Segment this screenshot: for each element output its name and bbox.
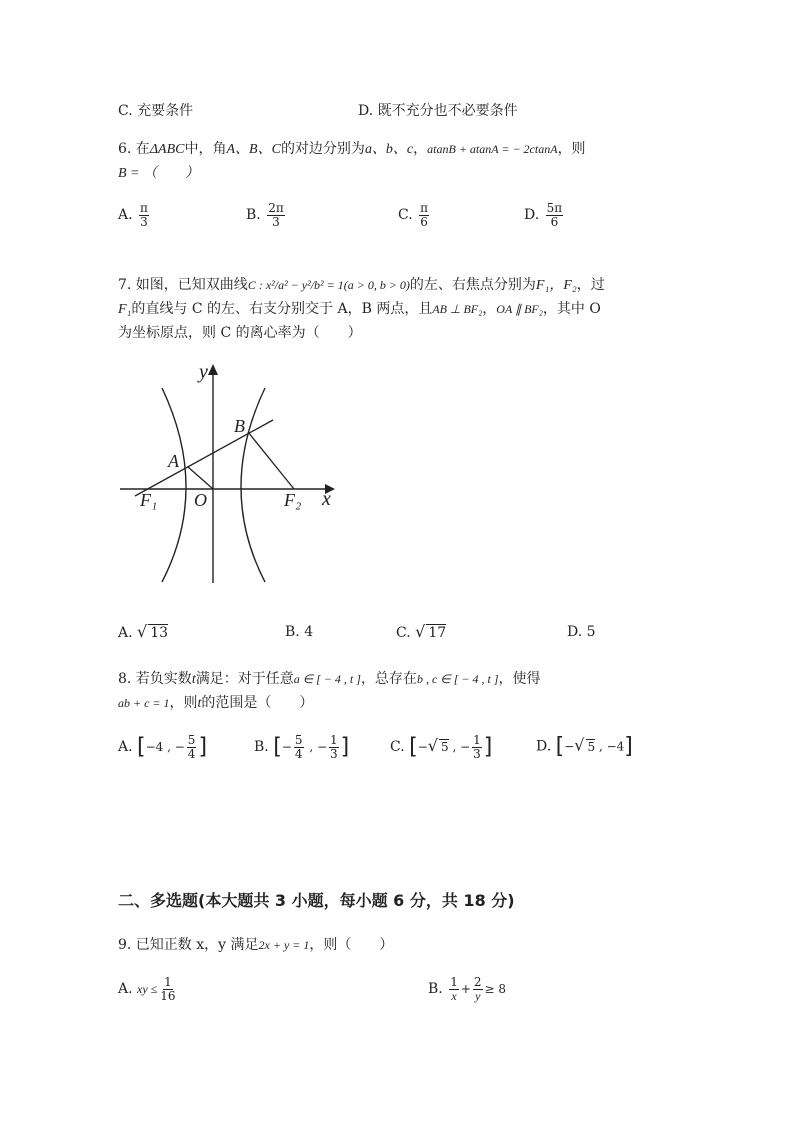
denominator: 3 (473, 746, 481, 761)
sqrt-icon: √ (427, 736, 438, 756)
right-bracket: ] (624, 734, 633, 759)
minus-sign: − (564, 739, 575, 754)
option-label: D. (567, 624, 583, 640)
interval-text: , −4 (595, 739, 625, 754)
option-label: A. (118, 207, 133, 224)
stem-text: ，总存在 (360, 671, 417, 687)
variable-t: t (191, 672, 196, 687)
q8-stem-line2 (118, 692, 313, 712)
interval-text: −4 , − (145, 740, 185, 755)
segment-oa (188, 467, 213, 489)
sqrt-icon: √ (137, 622, 148, 641)
left-bracket: [ (409, 734, 418, 760)
radicand: 5 (587, 739, 596, 754)
option-label: B. (246, 207, 261, 224)
interval-text: , − (448, 740, 471, 755)
angles: A、B、C (226, 142, 281, 157)
question-number: 6. 在 (118, 141, 150, 157)
option-label: C. (396, 625, 411, 641)
right-bracket: ] (483, 734, 493, 760)
interval-text: , − (305, 740, 327, 755)
equation: ab + c = 1 (118, 696, 170, 710)
fraction (159, 976, 176, 1002)
separator: ， (413, 141, 428, 157)
denominator: 4 (294, 746, 303, 761)
point-b-label: B (234, 416, 245, 436)
stem-text: ，过 (576, 277, 605, 293)
hyperbola-left-branch (162, 388, 186, 582)
numerator: 1 (450, 975, 458, 989)
option-text: 充要条件 (137, 103, 194, 119)
q7-option-a (118, 622, 168, 641)
expression: xy ≤ (137, 982, 158, 997)
stem-text: ，则 (169, 695, 198, 711)
condition: OA ∥ BF₂ (496, 302, 543, 316)
equation: atanB + atanA = − 2ctanA (427, 142, 558, 156)
stem-text: 9. 已知正数 x，y 满足 (118, 937, 259, 953)
condition: b , c ∈ [ − 4 , t ] (416, 672, 499, 686)
q9-option-b: B. $\frac{1}{x}$ + $\frac{2}{y}$ ≥ 8 (428, 975, 507, 1003)
stem-text: 的范围是（ ） (201, 695, 314, 711)
focus-f1-label: F₁ (140, 490, 158, 510)
radicand: 17 (428, 625, 447, 641)
q8-option-d (536, 734, 633, 759)
section-title: 二、多选题(本大题共 3 小题，每小题 6 分，共 18 分) (118, 891, 515, 910)
left-bracket: [ (273, 734, 282, 760)
segment-bf2 (248, 432, 294, 489)
fraction (473, 976, 483, 1002)
numerator: 5π (546, 201, 563, 215)
q6-stem-line1 (118, 138, 586, 158)
fraction (267, 202, 285, 228)
option-label: C. (398, 207, 413, 224)
condition: a ∈ [ − 4 , t ] (293, 672, 361, 686)
left-bracket: [ (137, 734, 146, 760)
radicand: 13 (150, 625, 169, 641)
q8-stem-line1 (118, 668, 541, 688)
y-axis-arrow (208, 364, 218, 375)
equation: 2x + y = 1 (258, 938, 310, 952)
q5-option-d (358, 100, 518, 120)
q6-option-d (524, 202, 565, 228)
q9-option-a (118, 976, 179, 1002)
option-label: B. (285, 624, 300, 640)
q7-stem-line1 (118, 274, 605, 294)
right-bracket: ] (198, 734, 208, 760)
denominator: 3 (272, 214, 280, 229)
numerator: π (140, 201, 148, 215)
q6-option-c (398, 202, 431, 228)
numerator: 5 (294, 733, 303, 747)
denominator: 3 (330, 746, 338, 761)
option-label: C. (390, 739, 405, 756)
expression: ≥ 8 (484, 982, 507, 997)
stem-text: 中，角 (184, 141, 227, 157)
fraction (472, 734, 482, 760)
q8-option-b (254, 734, 349, 760)
stem-text: 满足：对于任意 (195, 671, 294, 687)
option-label: D. (524, 207, 540, 224)
stem-text: 8. 若负实数 (118, 671, 192, 687)
condition: AB ⊥ BF₂ (432, 302, 483, 316)
fraction (139, 202, 149, 228)
option-label: B. (428, 981, 443, 998)
triangle-name: ΔABC (149, 142, 185, 157)
fraction (187, 734, 197, 760)
right-bracket: ] (340, 734, 350, 760)
numerator: 2 (473, 975, 482, 989)
denominator: y (475, 988, 481, 1003)
q6-ask: B = （ ） (118, 166, 199, 181)
line-f1-ab (135, 420, 273, 496)
hyperbola-equation: C : x²/a² − y²/b² = 1(a > 0, b > 0) (247, 278, 410, 292)
fraction (449, 976, 459, 1002)
q7-stem-line2 (118, 298, 601, 318)
fraction (419, 202, 429, 228)
hyperbola-figure (115, 358, 345, 588)
focus-f1: F₁ (118, 302, 132, 317)
denominator: 4 (187, 746, 196, 761)
stem-text: ，使得 (498, 671, 541, 687)
option-label: A. (118, 625, 133, 641)
origin-label: O (194, 490, 207, 510)
option-value: 5 (586, 624, 596, 640)
q6-option-a (118, 202, 151, 228)
stem-text: 7. 如图，已知双曲线 (118, 277, 248, 293)
numerator: 2π (268, 201, 284, 215)
denominator: 6 (420, 214, 428, 229)
denominator: 3 (140, 214, 148, 229)
focus-f2-label: F₂ (284, 490, 302, 510)
q8-option-c (390, 734, 492, 760)
sides: a、b、c (364, 142, 414, 157)
q6-option-b (246, 202, 287, 228)
numerator: π (420, 201, 429, 215)
point-a-label: A (168, 451, 179, 471)
stem-text: 的左、右焦点分别为 (409, 277, 536, 293)
denominator: 6 (550, 214, 559, 229)
sqrt-icon: √ (574, 735, 585, 755)
numerator: 1 (473, 733, 481, 747)
numerator: 1 (330, 733, 338, 747)
q9-stem (118, 934, 393, 954)
denominator: x (451, 988, 457, 1003)
option-value: 4 (304, 624, 314, 640)
option-label: A. (118, 981, 133, 998)
sqrt-icon: √ (415, 622, 426, 641)
fraction (546, 202, 564, 228)
stem-text: ，其中 O (542, 301, 601, 317)
denominator: 16 (160, 988, 176, 1003)
radicand: 5 (440, 740, 449, 755)
foci: F₁，F₂ (535, 278, 577, 293)
option-label: B. (254, 739, 269, 756)
fraction (329, 734, 339, 760)
q5-option-c (118, 100, 193, 120)
q7-option-d (567, 624, 596, 640)
minus-sign: − (281, 740, 292, 755)
minus-sign: − (417, 740, 428, 755)
numerator: 5 (187, 733, 196, 747)
option-label: D. (536, 738, 552, 755)
separator: ， (482, 301, 497, 317)
stem-text: ，则（ ） (309, 937, 394, 953)
option-label: A. (118, 739, 133, 756)
left-bracket: [ (555, 734, 565, 759)
x-axis-label: x (322, 488, 331, 510)
stem-text: ，则 (557, 141, 586, 157)
option-label: D. (358, 103, 378, 119)
fraction (294, 734, 304, 760)
q7-stem-line3: 为坐标原点，则 C 的离心率为（ ） (118, 325, 362, 341)
option-label: C. (118, 103, 138, 119)
q7-option-b (285, 624, 313, 640)
q8-option-a (118, 734, 207, 760)
q7-option-c (396, 622, 446, 641)
y-axis-label: y (199, 361, 208, 383)
numerator: 1 (164, 975, 172, 989)
stem-text: 的直线与 C 的左、右支分别交于 A，B 两点，且 (131, 301, 433, 317)
option-text: 既不充分也不必要条件 (377, 103, 518, 119)
stem-text: 的对边分别为 (280, 141, 365, 157)
variable-t: t (197, 696, 202, 711)
